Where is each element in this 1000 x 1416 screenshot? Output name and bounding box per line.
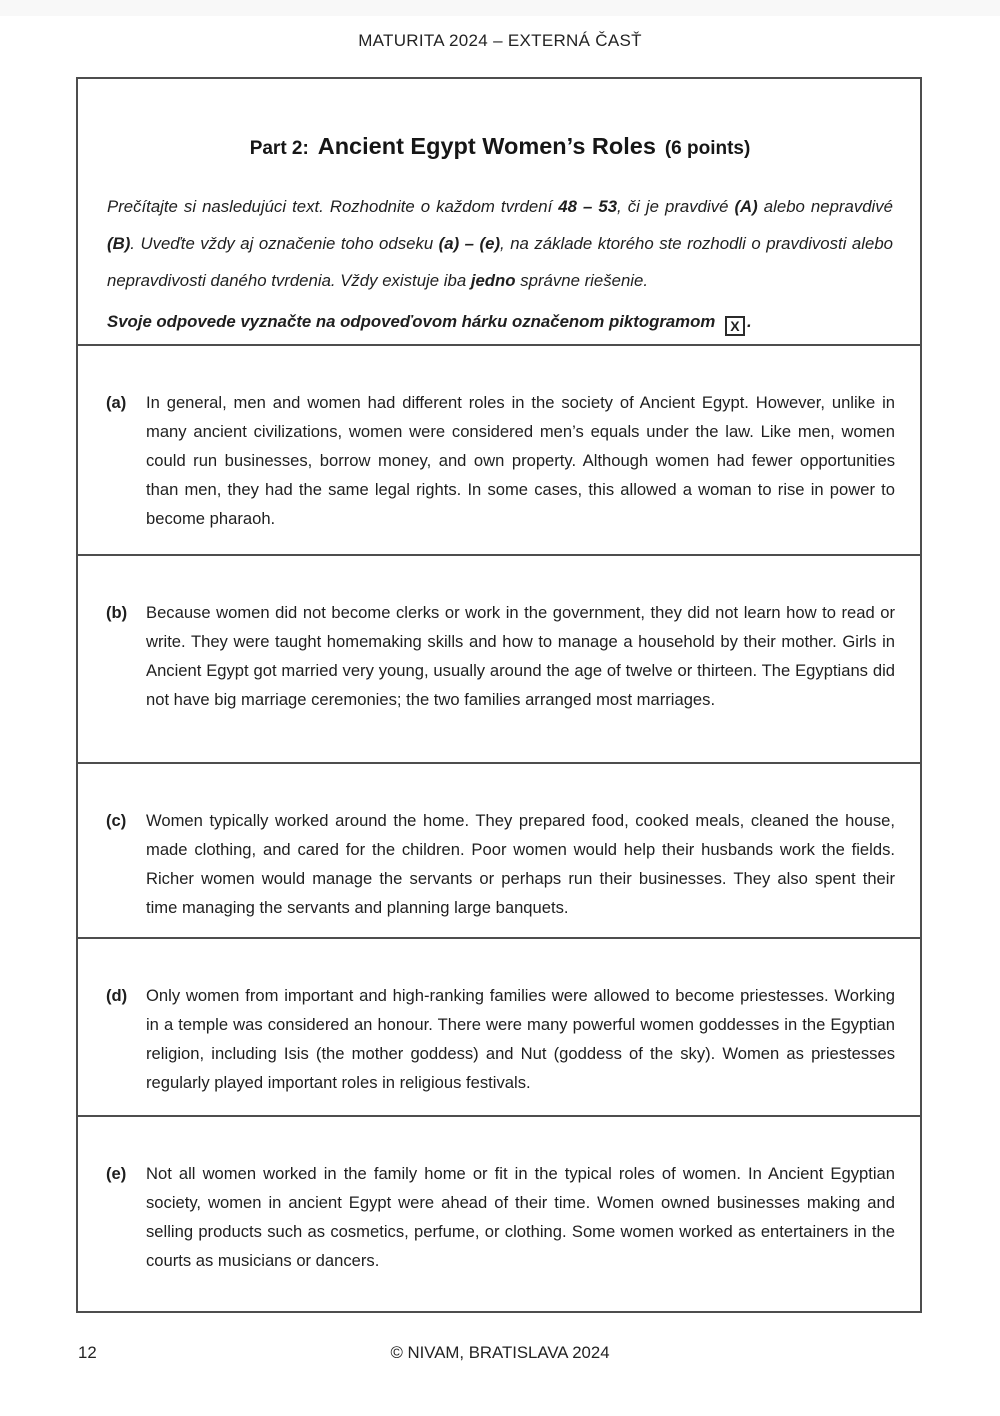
paragraph-text: Women typically worked around the home. They prepared food, cooked meals, cleaned the house, made clothing, and cared for the children. Poor women would help their husbands work the fields. Richer women would manage the servants or perhaps run their businesses. They also spent their time managing the servants and planning large banquets. xyxy=(146,811,895,917)
paragraph-row-a xyxy=(78,344,920,554)
copyright: © NIVAM, BRATISLAVA 2024 xyxy=(390,1343,610,1362)
answer-note-suffix: . xyxy=(746,312,752,331)
paragraph-text: In general, men and women had different roles in the society of Ancient Egypt. However, unlike in many ancient civilizations, women were considered men’s equals under the law. Like men, women could run businesses, borrow money, and own property. Although women had fewer opportunities than men, they had the same legal rights. In some cases, this allowed a woman to rise in power to become pharaoh. xyxy=(146,393,895,528)
task-box xyxy=(76,77,922,1313)
answer-note-text: Svoje odpovede vyznačte na odpoveďovom hárku označenom piktogramom xyxy=(107,312,716,331)
paragraph-text: Not all women worked in the family home or fit in the typical roles of women. In Ancient Egyptian society, women in ancient Egypt were ahead of their time. Women owned businesses making and selling products such as cosmetics, perfume, or clothing. Some women worked as entertainers in the courts as musicians or dancers. xyxy=(146,1164,895,1270)
answer-note xyxy=(107,312,893,336)
task-title xyxy=(107,125,893,162)
page-number: 12 xyxy=(78,1343,97,1362)
paragraph-label: (c) xyxy=(106,811,127,830)
paragraph-text: Only women from important and high-ranking families were allowed to become priestesses. Working in a temple was considered an honour. There were many powerful women goddesses in the Egyptian religion, including Isis (the mother goddess) and Nut (goddess of the sky). Women as priestesses regularly played important roles in religious festivals. xyxy=(146,986,895,1092)
task-title-points: (6 points) xyxy=(664,138,751,159)
task-intro-section xyxy=(78,79,920,344)
paragraph-text: Because women did not become clerks or work in the government, they did not learn how to read or write. They were taught homemaking skills and how to manage a household by their mother. Girls in Ancient Egypt got married very young, usually around the age of twelve or thirteen. The Egyptians did not have big marriage ceremonies; the two families arranged most marriages. xyxy=(146,603,895,709)
page-footer xyxy=(0,1343,1000,1365)
task-instructions: Prečítajte si nasledujúci text. Rozhodnite o každom tvrdení 48 – 53, či je pravdivé (A) alebo nepravdivé (B). Uveďte vždy aj označenie toho odseku (a) – (e), na základe ktorého ste rozhodli o pravdivosti alebo nepravdivosti daného tvrdenia. Vždy existuje iba jedno správne riešenie. xyxy=(107,197,893,290)
task-title-main: Ancient Egypt Women’s Roles xyxy=(317,133,656,159)
paragraph-row-d xyxy=(78,937,920,1115)
paragraph-row-c xyxy=(78,762,920,937)
answer-sheet-pictogram-icon: X xyxy=(725,316,745,336)
paragraph-row-e xyxy=(78,1115,920,1311)
task-title-part: Part 2: xyxy=(249,138,309,159)
paragraph-label: (b) xyxy=(106,603,128,622)
paragraph-label: (a) xyxy=(106,393,127,412)
page-header: MATURITA 2024 – EXTERNÁ ČASŤ xyxy=(358,31,642,50)
paragraph-label: (e) xyxy=(106,1164,127,1183)
page-top-shade xyxy=(0,0,1000,16)
paragraph-label: (d) xyxy=(106,986,128,1005)
paragraph-row-b xyxy=(78,554,920,762)
